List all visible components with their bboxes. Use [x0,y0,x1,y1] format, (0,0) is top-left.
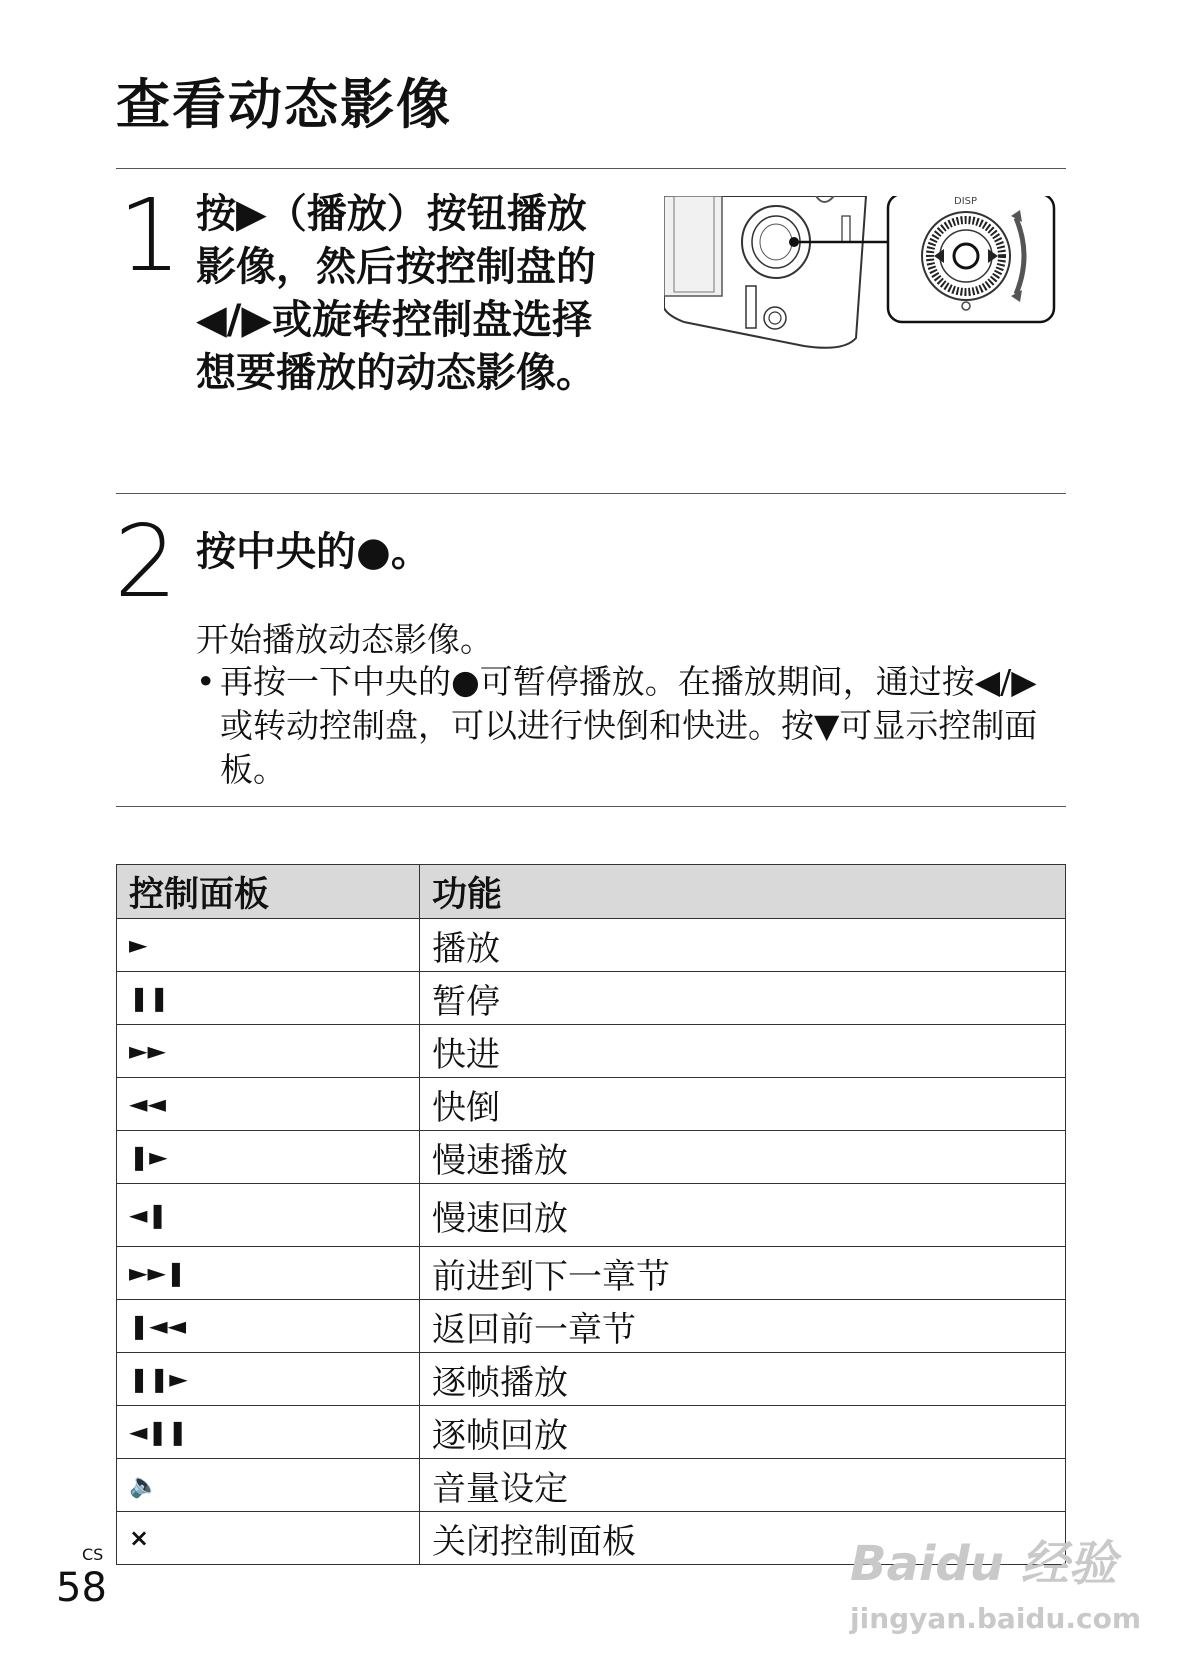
language-code: CS [82,1545,104,1564]
slow-reverse-icon: ◄❚ [117,1184,420,1247]
frame-advance-icon: ❚❚► [117,1353,420,1406]
table-row [117,972,1066,1025]
slow-play-icon: ❚► [117,1131,420,1184]
header-function: 功能 [420,865,1066,919]
table-row [117,1459,1066,1512]
table-cell-function: 快倒 [420,1078,1066,1131]
page-title: 查看动态影像 [116,73,452,136]
camera-control-wheel-figure [664,196,1064,356]
table-row [117,1406,1066,1459]
table-row [117,1025,1066,1078]
table-cell-function: 快进 [420,1025,1066,1078]
table-cell-function: 播放 [420,919,1066,972]
step2-bullet-text: 再按一下中央的●可暂停播放。在播放期间，通过按◀/▶或转动控制盘，可以进行快倒和快进。按▼可显示控制面板。 [220,662,1038,789]
table-row [117,1247,1066,1300]
step2-number: 2 [114,503,178,620]
table-row [117,1300,1066,1353]
table-row [117,1353,1066,1406]
page-number: 58 [56,1565,107,1611]
watermark-url: jingyan.baidu.com [850,1602,1142,1635]
divider-bottom [116,806,1066,807]
table-row [117,1078,1066,1131]
baidu-watermark [850,1525,1141,1635]
header-control-panel: 控制面板 [117,865,420,919]
table-cell-function: 关闭控制面板 [420,1512,1066,1565]
step1-text: 按▶（播放）按钮播放影像，然后按控制盘的◀/▶或旋转控制盘选择想要播放的动态影像。 [196,191,596,396]
control-panel-table [116,864,1066,1565]
step1-number: 1 [118,177,182,294]
figure-disp-label: DISP [954,196,978,207]
divider-step2 [116,493,1066,494]
table-row [117,1131,1066,1184]
table-cell-function: 慢速回放 [420,1184,1066,1247]
table-cell-function: 暂停 [420,972,1066,1025]
fast-forward-icon: ►► [117,1025,420,1078]
table-header-row [117,865,1066,919]
table-cell-function: 返回前一章节 [420,1300,1066,1353]
close-icon: × [117,1512,420,1565]
table-row [117,919,1066,972]
pause-icon: ❚❚ [117,972,420,1025]
previous-chapter-icon: ❚◄◄ [117,1300,420,1353]
step2-heading: 按中央的●。 [196,529,431,575]
divider-top [116,168,1066,169]
rewind-icon: ◄◄ [117,1078,420,1131]
frame-reverse-icon: ◄❚❚ [117,1406,420,1459]
table-cell-function: 前进到下一章节 [420,1247,1066,1300]
table-cell-function: 音量设定 [420,1459,1066,1512]
table-cell-function: 慢速播放 [420,1131,1066,1184]
step2-bullet [196,660,1056,792]
watermark-brand: Baidu 经验 [850,1536,1117,1592]
volume-icon: 🔈 [117,1459,420,1512]
bullet-marker: • [196,662,216,701]
table-row [117,1184,1066,1247]
play-icon: ► [117,919,420,972]
table-cell-function: 逐帧回放 [420,1406,1066,1459]
next-chapter-icon: ►►❚ [117,1247,420,1300]
table-cell-function: 逐帧播放 [420,1353,1066,1406]
step2-body: 开始播放动态影像。 [196,620,493,659]
